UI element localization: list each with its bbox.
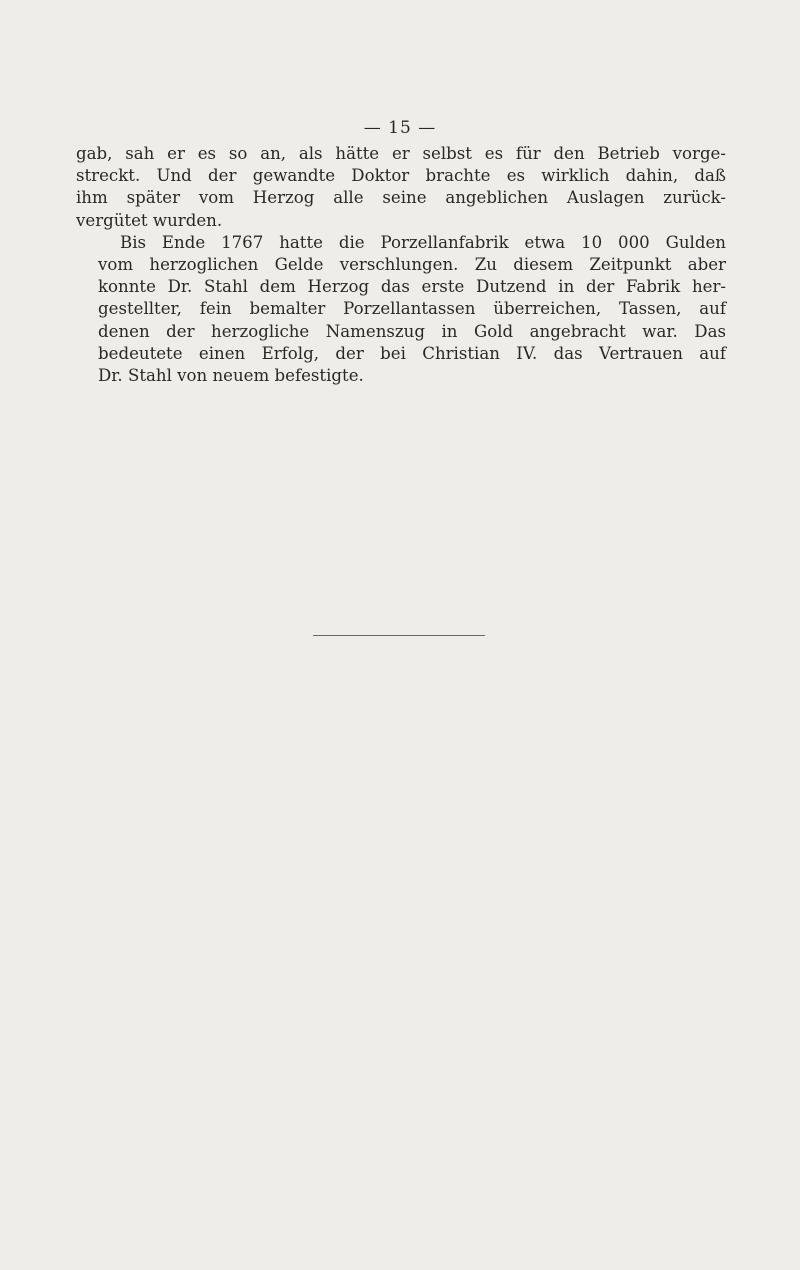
text-line: streckt. Und der gewandte Doktor brachte es wirklich dahin, daß (76, 166, 726, 186)
body-text (76, 143, 726, 387)
footnote-divider (313, 635, 485, 636)
text-line: vom herzoglichen Gelde verschlungen. Zu diesem Zeitpunkt aber (98, 255, 726, 275)
text-line: gab, sah er es so an, als hätte er selbst es für den Betrieb vorge- (76, 144, 726, 163)
page-number: — 15 — (363, 118, 437, 138)
text-line: Dr. Stahl von neuem befestigte. (98, 366, 364, 386)
text-line: gestellter, fein bemalter Porzellantassen überreichen, Tassen, auf (98, 299, 726, 319)
text-line: denen der herzogliche Namenszug in Gold angebracht war. Das (98, 321, 726, 341)
paragraph-2 (76, 232, 726, 387)
paragraph-1 (76, 143, 726, 232)
text-line: vergütet wurden. (76, 210, 223, 230)
text-line: bedeutete einen Erfolg, der bei Christian IV. das Vertrauen auf (98, 343, 726, 363)
text-line: konnte Dr. Stahl dem Herzog das erste Dutzend in der Fabrik her- (98, 277, 726, 297)
text-line: Bis Ende 1767 hatte die Porzellanfabrik etwa 10 000 Gulden (120, 232, 726, 252)
text-line: ihm später vom Herzog alle seine angeblichen Auslagen zurück- (76, 188, 726, 208)
